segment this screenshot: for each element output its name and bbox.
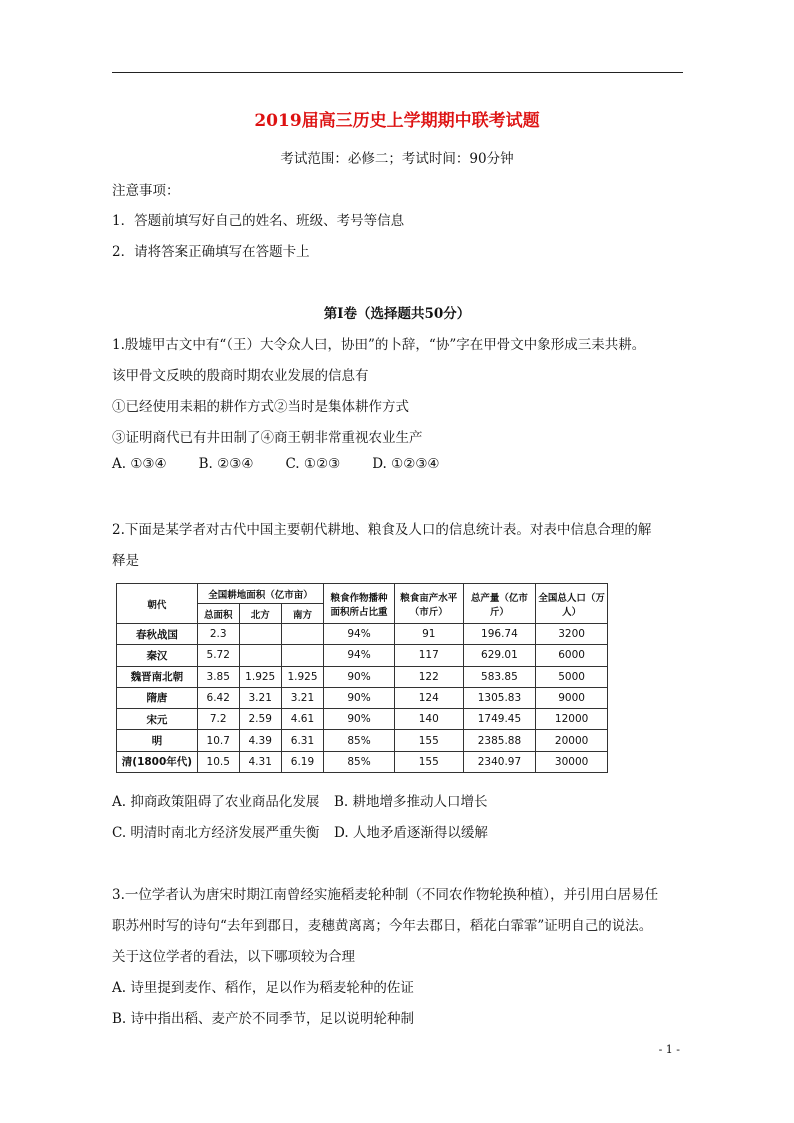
cell-ratio: 85% xyxy=(324,751,395,772)
cell-total: 10.5 xyxy=(197,751,239,772)
header-land-area: 全国耕地面积（亿市亩） xyxy=(197,584,323,604)
cell-north: 2.59 xyxy=(239,709,281,730)
q1-option-d: D. ①②③④ xyxy=(372,456,440,472)
cell-total: 7.2 xyxy=(197,709,239,730)
cell-pop: 12000 xyxy=(536,709,608,730)
q3-option-a: A. 诗里提到麦作、稻作，足以作为稻麦轮种的佐证 xyxy=(112,980,414,996)
header-grain-ratio: 粮食作物播种面积所占比重 xyxy=(324,584,395,624)
table-row xyxy=(117,751,608,772)
cell-pop: 30000 xyxy=(536,751,608,772)
q1-option-b: B. ②③④ xyxy=(198,456,254,472)
cell-south xyxy=(281,624,323,645)
header-north: 北方 xyxy=(239,604,281,624)
cell-north: 1.925 xyxy=(239,666,281,687)
q2-option-b: B. 耕地增多推动人口增长 xyxy=(334,794,488,810)
cell-ratio: 94% xyxy=(324,624,395,645)
cell-dynasty: 隋唐 xyxy=(117,687,198,708)
q2-option-d: D. 人地矛盾逐渐得以缓解 xyxy=(334,825,488,841)
cell-ratio: 94% xyxy=(324,645,395,666)
header-south: 南方 xyxy=(281,604,323,624)
q1-stem-line1: 1.殷墟甲古文中有“（王）大令众人曰，协田”的卜辞，“协”字在甲骨文中象形成三耒共耕。 xyxy=(112,337,646,353)
table-row xyxy=(117,666,608,687)
cell-dynasty: 春秋战国 xyxy=(117,624,198,645)
q1-stem-line2: 该甲骨文反映的殷商时期农业发展的信息有 xyxy=(112,368,369,384)
exam-subtitle: 考试范围：必修二；考试时间：90分钟 xyxy=(280,151,514,167)
cell-output: 196.74 xyxy=(463,624,536,645)
note-2: 2．请将答案正确填写在答题卡上 xyxy=(112,244,310,260)
cell-ratio: 90% xyxy=(324,709,395,730)
cell-pop: 9000 xyxy=(536,687,608,708)
cell-yield: 140 xyxy=(394,709,463,730)
cell-yield: 155 xyxy=(394,730,463,751)
header-total-area: 总面积 xyxy=(197,604,239,624)
cell-pop: 20000 xyxy=(536,730,608,751)
q2-option-a: A. 抑商政策阻碍了农业商品化发展 xyxy=(112,794,320,810)
cell-yield: 91 xyxy=(394,624,463,645)
cell-south: 6.31 xyxy=(281,730,323,751)
cell-north: 4.31 xyxy=(239,751,281,772)
cell-output: 583.85 xyxy=(463,666,536,687)
cell-pop: 3200 xyxy=(536,624,608,645)
cell-output: 2385.88 xyxy=(463,730,536,751)
cell-output: 1305.83 xyxy=(463,687,536,708)
cell-pop: 5000 xyxy=(536,666,608,687)
statistics-table xyxy=(116,583,608,773)
q1-option-a: A. ①③④ xyxy=(112,456,167,472)
cell-yield: 124 xyxy=(394,687,463,708)
q1-options xyxy=(112,456,472,472)
q1-items-line1: ①已经使用耒耜的耕作方式②当时是集体耕作方式 xyxy=(112,399,409,415)
cell-ratio: 90% xyxy=(324,666,395,687)
cell-south: 1.925 xyxy=(281,666,323,687)
q2-options-row1 xyxy=(112,790,556,810)
table-row xyxy=(117,709,608,730)
notes-heading: 注意事项： xyxy=(112,183,180,199)
cell-total: 6.42 xyxy=(197,687,239,708)
q1-items-line2: ③证明商代已有井田制了④商王朝非常重视农业生产 xyxy=(112,430,423,446)
cell-north: 3.21 xyxy=(239,687,281,708)
cell-dynasty: 魏晋南北朝 xyxy=(117,666,198,687)
cell-dynasty: 宋元 xyxy=(117,709,198,730)
cell-yield: 117 xyxy=(394,645,463,666)
q3-stem-line2: 职苏州时写的诗句“去年到郡日，麦穗黄离离；今年去郡日，稻花白霏霏”证明自己的说法。 xyxy=(112,918,653,934)
cell-output: 629.01 xyxy=(463,645,536,666)
cell-total: 5.72 xyxy=(197,645,239,666)
cell-output: 2340.97 xyxy=(463,751,536,772)
cell-yield: 122 xyxy=(394,666,463,687)
cell-pop: 6000 xyxy=(536,645,608,666)
cell-north xyxy=(239,624,281,645)
cell-south xyxy=(281,645,323,666)
header-output: 总产量（亿市斤） xyxy=(463,584,536,624)
table-row xyxy=(117,730,608,751)
cell-total: 2.3 xyxy=(197,624,239,645)
q2-options-row2 xyxy=(112,821,556,841)
note-1: 1．答题前填写好自己的姓名、班级、考号等信息 xyxy=(112,213,405,229)
q2-stem-line2: 释是 xyxy=(112,553,139,569)
cell-dynasty: 清(1800年代) xyxy=(117,751,198,772)
header-rule xyxy=(112,72,683,73)
cell-dynasty: 明 xyxy=(117,730,198,751)
cell-yield: 155 xyxy=(394,751,463,772)
q2-stem-line1: 2.下面是某学者对古代中国主要朝代耕地、粮食及人口的信息统计表。对表中信息合理的解 xyxy=(112,522,652,538)
q2-option-c: C. 明清时南北方经济发展严重失衡 xyxy=(112,825,320,841)
cell-north: 4.39 xyxy=(239,730,281,751)
cell-output: 1749.45 xyxy=(463,709,536,730)
cell-south: 3.21 xyxy=(281,687,323,708)
header-yield: 粮食亩产水平（市斤） xyxy=(394,584,463,624)
table-row xyxy=(117,645,608,666)
cell-ratio: 85% xyxy=(324,730,395,751)
section-title: 第Ⅰ卷（选择题共50分） xyxy=(323,306,471,322)
table-row xyxy=(117,624,608,645)
q3-stem-line3: 关于这位学者的看法，以下哪项较为合理 xyxy=(112,949,355,965)
cell-north xyxy=(239,645,281,666)
page-number: - 1 - xyxy=(658,1043,680,1056)
table-row xyxy=(117,687,608,708)
q1-option-c: C. ①②③ xyxy=(285,456,341,472)
cell-south: 4.61 xyxy=(281,709,323,730)
q3-option-b: B. 诗中指出稻、麦产於不同季节，足以说明轮种制 xyxy=(112,1011,415,1027)
header-population: 全国总人口（万人） xyxy=(536,584,608,624)
exam-title: 2019届高三历史上学期期中联考试题 xyxy=(254,111,540,131)
cell-south: 6.19 xyxy=(281,751,323,772)
q3-stem-line1: 3.一位学者认为唐宋时期江南曾经实施稻麦轮种制（不同农作物轮换种植），并引用白居易任 xyxy=(112,887,659,903)
cell-total: 3.85 xyxy=(197,666,239,687)
cell-ratio: 90% xyxy=(324,687,395,708)
header-dynasty: 朝代 xyxy=(117,584,198,624)
cell-total: 10.7 xyxy=(197,730,239,751)
cell-dynasty: 秦汉 xyxy=(117,645,198,666)
